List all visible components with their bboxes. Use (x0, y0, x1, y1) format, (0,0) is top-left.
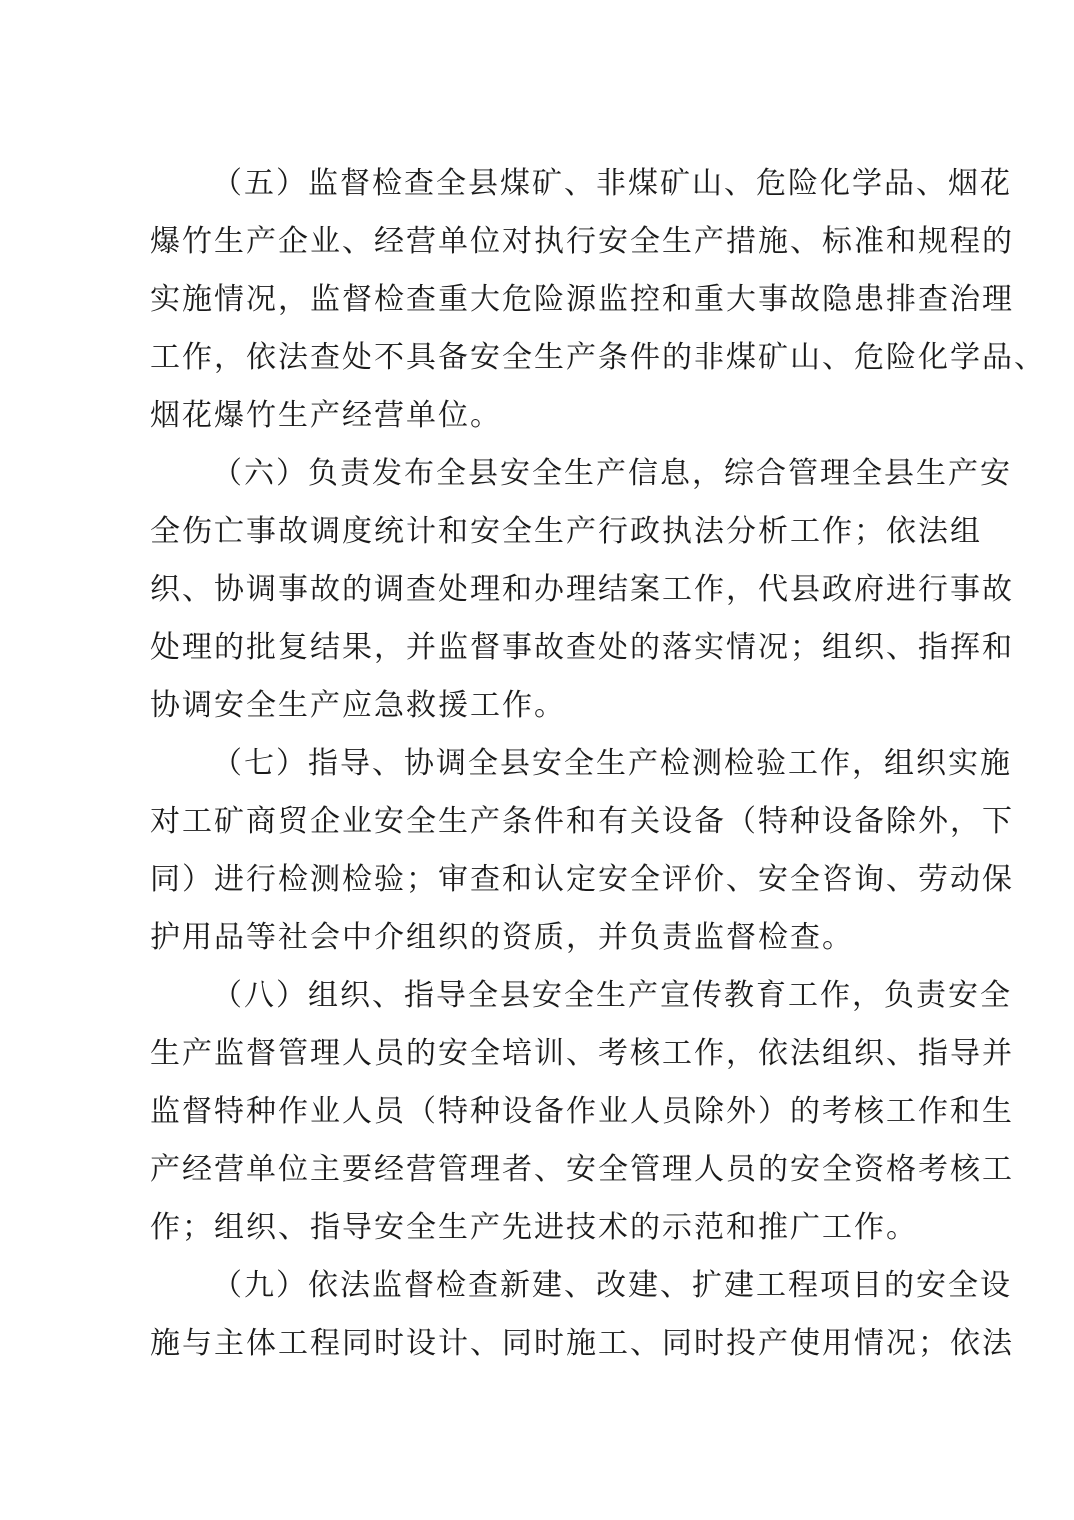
paragraph-line: 对工矿商贸企业安全生产条件和有关设备（特种设备除外，下 (150, 804, 1014, 839)
paragraph-line: 协调安全生产应急救援工作。 (150, 688, 566, 723)
paragraph-line: （七）指导、协调全县安全生产检测检验工作，组织实施 (212, 746, 1012, 781)
paragraph-line: 监督特种作业人员（特种设备作业人员除外）的考核工作和生 (150, 1094, 1014, 1129)
paragraph-line: （六）负责发布全县安全生产信息，综合管理全县生产安 (212, 456, 1012, 491)
paragraph-line: 工作，依法查处不具备安全生产条件的非煤矿山、危险化学品、 (150, 340, 1046, 375)
paragraph-line: 织、协调事故的调查处理和办理结案工作，代县政府进行事故 (150, 572, 1014, 607)
paragraph-line: 产经营单位主要经营管理者、安全管理人员的安全资格考核工 (150, 1152, 1014, 1187)
paragraph-line: 作；组织、指导安全生产先进技术的示范和推广工作。 (150, 1210, 918, 1245)
paragraph-line: 烟花爆竹生产经营单位。 (150, 398, 502, 433)
paragraph-line: 施与主体工程同时设计、同时施工、同时投产使用情况；依法 (150, 1326, 1014, 1361)
paragraph-line: （五）监督检查全县煤矿、非煤矿山、危险化学品、烟花 (212, 166, 1012, 201)
paragraph-line: 实施情况，监督检查重大危险源监控和重大事故隐患排查治理 (150, 282, 1014, 317)
paragraph-line: （九）依法监督检查新建、改建、扩建工程项目的安全设 (212, 1268, 1012, 1303)
paragraph-line: 生产监督管理人员的安全培训、考核工作，依法组织、指导并 (150, 1036, 1014, 1071)
paragraph-line: （八）组织、指导全县安全生产宣传教育工作，负责安全 (212, 978, 1012, 1013)
paragraph-line: 全伤亡事故调度统计和安全生产行政执法分析工作；依法组 (150, 514, 982, 549)
paragraph-line: 护用品等社会中介组织的资质，并负责监督检查。 (150, 920, 854, 955)
paragraph-line: 处理的批复结果，并监督事故查处的落实情况；组织、指挥和 (150, 630, 1014, 665)
paragraph-line: 同）进行检测检验；审查和认定安全评价、安全咨询、劳动保 (150, 862, 1014, 897)
paragraph-line: 爆竹生产企业、经营单位对执行安全生产措施、标准和规程的 (150, 224, 1014, 259)
